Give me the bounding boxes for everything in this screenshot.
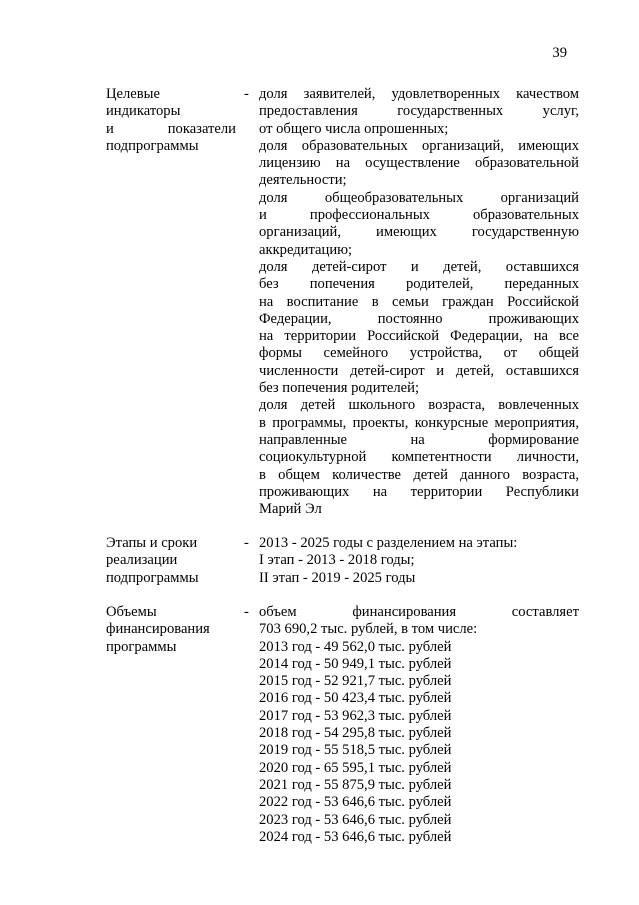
text-line: лицензию на осуществление образовательной (259, 155, 579, 172)
label-line: Объемы (106, 604, 157, 620)
text-line: проживающих на территории Республики (259, 483, 579, 500)
section-label (106, 535, 236, 587)
financing-year-line: 2017 год - 53 962,3 тыс. рублей (259, 707, 452, 724)
text-line: в программы, проекты, конкурсные мероприятия, (259, 414, 579, 431)
section-content (259, 86, 579, 518)
section-dash: - (244, 604, 249, 620)
financing-year-line: 2020 год - 65 595,1 тыс. рублей (259, 759, 452, 776)
label-line: Этапы и сроки (106, 535, 198, 551)
label-line: и показатели (106, 120, 236, 137)
label-line: программы (106, 638, 177, 655)
financing-year-line: 2015 год - 52 921,7 тыс. рублей (259, 673, 452, 690)
text-line: численности детей-сирот и детей, оставшихся (259, 362, 579, 379)
text-line: I этап - 2013 - 2018 годы; (259, 552, 415, 569)
text-line: на воспитание в семьи граждан Российской (259, 293, 579, 310)
indicator-paragraph (259, 397, 579, 518)
label-line: реализации (106, 552, 178, 569)
text-line: Марий Эл (259, 501, 322, 518)
text-line: доля заявителей, удовлетворенных качеством (259, 86, 579, 102)
section-label (106, 86, 236, 155)
text-line: в общем количестве детей данного возраста, (259, 466, 579, 483)
text-line: Федерации, постоянно проживающих (259, 310, 579, 327)
text-line: формы семейного устройства, от общей (259, 345, 579, 362)
section-dash: - (244, 86, 249, 102)
financing-year-line: 2022 год - 53 646,6 тыс. рублей (259, 794, 452, 811)
text-line: 2013 - 2025 годы с разделением на этапы: (259, 535, 518, 551)
text-line: доля общеобразовательных организаций (259, 189, 579, 206)
text-line: объем финансирования составляет (259, 604, 579, 620)
text-line: II этап - 2019 - 2025 годы (259, 569, 416, 586)
financing-year-line: 2019 год - 55 518,5 тыс. рублей (259, 742, 452, 759)
financing-year-line: 2021 год - 55 875,9 тыс. рублей (259, 776, 452, 793)
financing-year-line: 2024 год - 53 646,6 тыс. рублей (259, 828, 452, 845)
indicator-paragraph (259, 259, 579, 397)
section-content (259, 604, 579, 846)
text-line: доля детей-сирот и детей, оставшихся (259, 258, 579, 275)
financing-year-line: 2014 год - 50 949,1 тыс. рублей (259, 655, 452, 672)
label-line: индикаторы (106, 103, 181, 120)
text-line: на территории Российской Федерации, на все (259, 328, 579, 345)
text-line: без попечения родителей; (259, 380, 420, 397)
section-dash: - (244, 535, 249, 551)
text-line: предоставления государственных услуг, (259, 103, 579, 120)
text-line: организаций, имеющих государственную (259, 224, 579, 241)
financing-year-line: 2013 год - 49 562,0 тыс. рублей (259, 638, 452, 655)
section-content (259, 535, 579, 587)
text-line: доля детей школьного возраста, вовлеченных (259, 397, 579, 414)
indicator-paragraph (259, 190, 579, 259)
page-number: 39 (552, 45, 567, 61)
text-line: 703 690,2 тыс. рублей, в том числе: (259, 621, 478, 638)
label-line: подпрограммы (106, 569, 199, 586)
financing-year-line: 2016 год - 50 423,4 тыс. рублей (259, 690, 452, 707)
text-line: аккредитацию; (259, 241, 353, 258)
label-line: подпрограммы (106, 137, 199, 154)
financing-year-line: 2023 год - 53 646,6 тыс. рублей (259, 811, 452, 828)
text-line: доля образовательных организаций, имеющих (259, 137, 579, 154)
indicator-paragraph (259, 138, 579, 190)
text-line: направленные на формирование (259, 431, 579, 448)
label-line: Целевые (106, 86, 160, 102)
label-line: финансирования (106, 621, 210, 638)
text-line: от общего числа опрошенных; (259, 120, 449, 137)
indicator-paragraph (259, 86, 579, 138)
text-line: социокультурной компетентности личности, (259, 449, 579, 466)
financing-year-line: 2018 год - 54 295,8 тыс. рублей (259, 725, 452, 742)
text-line: и профессиональных образовательных (259, 207, 579, 224)
text-line: деятельности; (259, 172, 347, 189)
section-label (106, 604, 236, 656)
text-line: без попечения родителей, переданных (259, 276, 579, 293)
